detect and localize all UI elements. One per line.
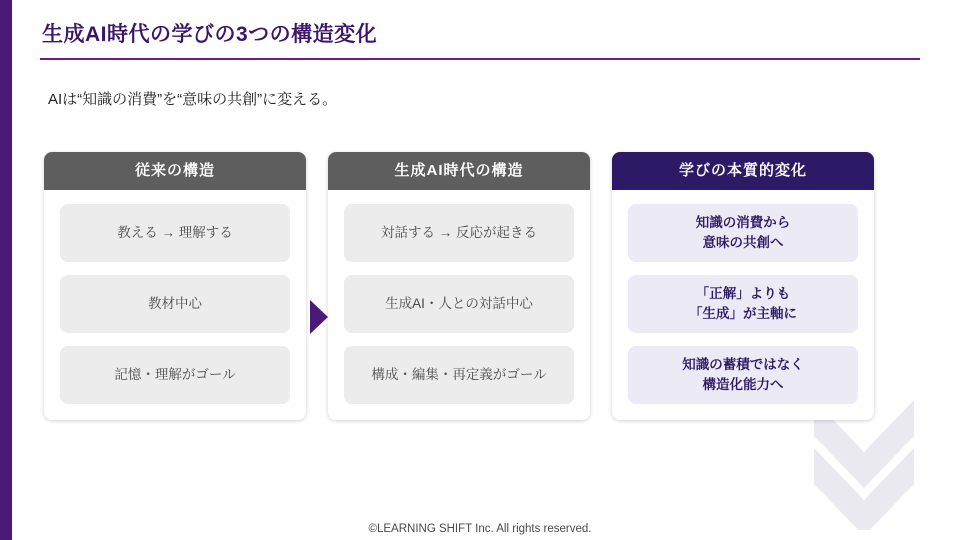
cell-line: 教材中心 (148, 296, 202, 312)
column-body (612, 190, 874, 420)
column-body (44, 190, 306, 420)
cell-line: 「生成」が主軸に (689, 306, 797, 321)
title-divider (40, 58, 920, 60)
column-header: 学びの本質的変化 (612, 152, 874, 190)
columns-container (44, 152, 916, 420)
lead-text: AIは“知識の消費”を“意味の共創”に変える。 (48, 91, 338, 108)
cell-line: 対話する → 反応が起きる (380, 225, 537, 241)
cell (628, 346, 858, 404)
page-title: 生成AI時代の学びの3つの構造変化 (42, 23, 378, 46)
column-header: 従来の構造 (44, 152, 306, 190)
cell-line: 生成AI・人との対話中心 (385, 296, 533, 312)
footer-copyright: ©LEARNING SHIFT Inc. All rights reserved. (368, 523, 592, 535)
cell (344, 204, 574, 262)
cell (628, 204, 858, 262)
cell-line: 記憶・理解がゴール (114, 367, 236, 383)
column-body (328, 190, 590, 420)
cell-line: 構成・編集・再定義がゴール (371, 367, 547, 383)
cell-line: 知識の蓄積ではなく (682, 357, 804, 373)
column-generative-ai-era (328, 152, 590, 420)
cell (628, 275, 858, 333)
cell-line: 教える → 理解する (117, 225, 233, 241)
cell (60, 204, 290, 262)
column-header: 生成AI時代の構造 (328, 152, 590, 190)
left-accent-bar (0, 0, 12, 540)
column-traditional (44, 152, 306, 420)
column-essential-change (612, 152, 874, 420)
cell (60, 346, 290, 404)
cell (344, 346, 574, 404)
cell-line: 「正解」よりも (695, 286, 791, 302)
cell-line: 構造化能力へ (702, 377, 784, 392)
flow-arrow-icon (310, 300, 328, 334)
cell-line: 意味の共創へ (702, 235, 784, 250)
cell (344, 275, 574, 333)
cell-line: 知識の消費から (695, 215, 791, 231)
cell (60, 275, 290, 333)
